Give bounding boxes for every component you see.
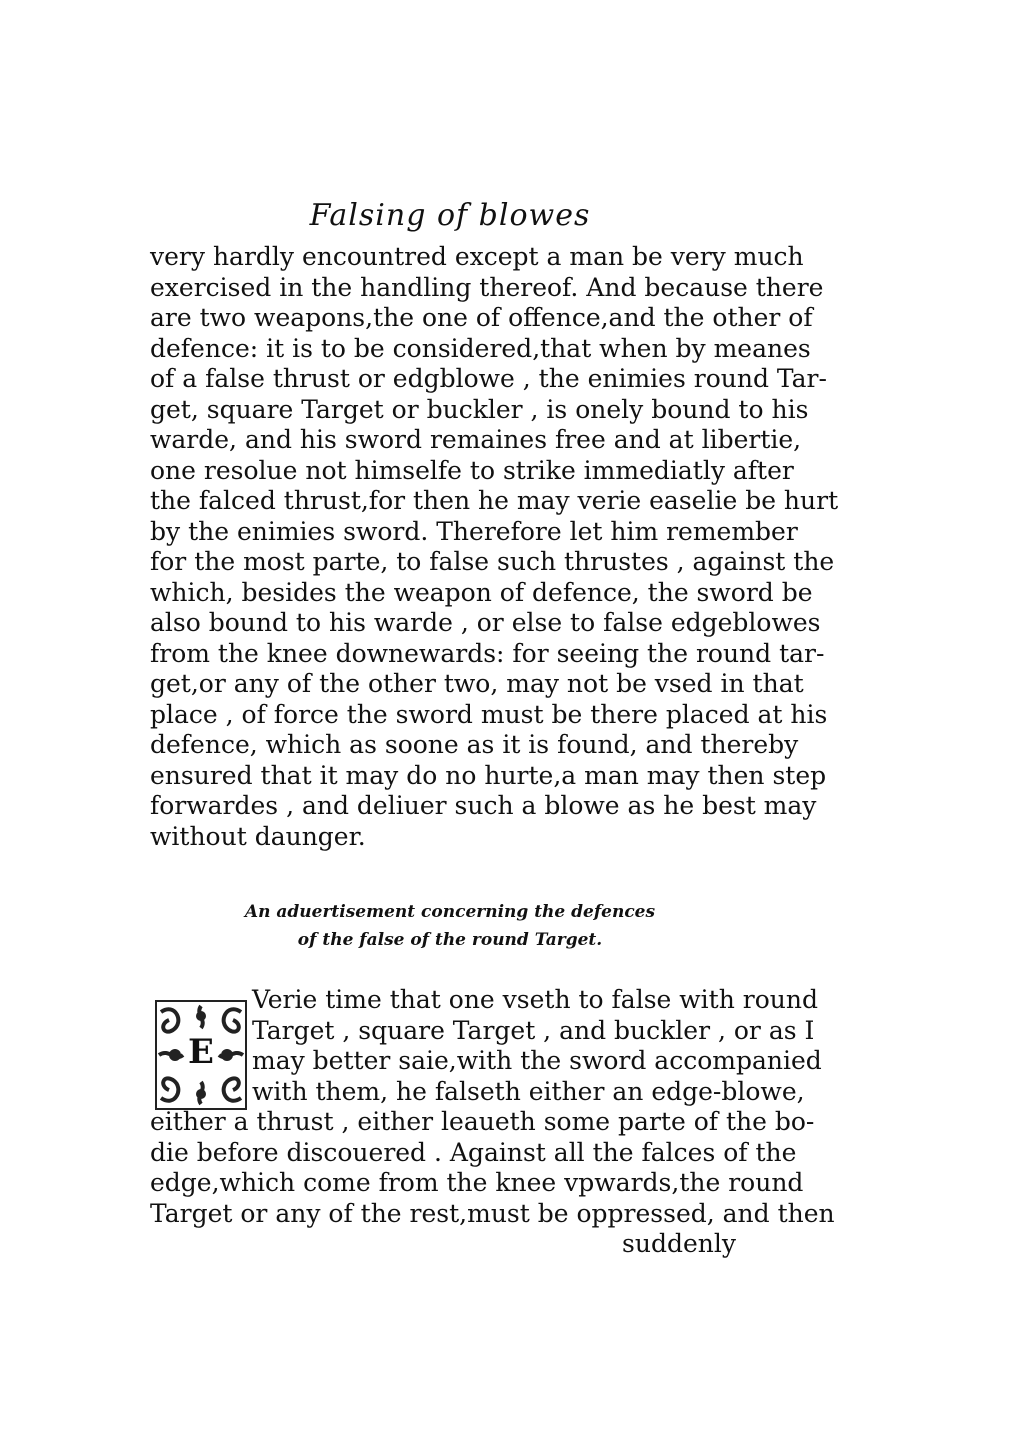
text-line: which, besides the weapon of defence, the sword be xyxy=(150,577,813,607)
text-line: either a thrust , either leaueth some parte of the bo- xyxy=(150,1107,815,1136)
text-line: the falced thrust,for then he may verie easelie be hurt xyxy=(150,486,839,515)
text-line: edge,which come from the knee vpwards,the round xyxy=(150,1168,804,1197)
text-line: very hardly encountred except a man be very much xyxy=(150,242,804,271)
text-line: without daunger. xyxy=(150,821,366,851)
paragraph-2 xyxy=(150,985,835,1259)
text-line: also bound to his warde , or else to false edgeblowes xyxy=(150,608,821,637)
section-heading-line: An aduertisement concerning the defences xyxy=(244,902,656,922)
text-line: are two weapons,the one of offence,and the other of xyxy=(150,303,813,332)
drop-cap-letter: E xyxy=(185,1034,217,1070)
text-line: defence: it is to be considered,that when by meanes xyxy=(150,333,811,363)
text-line: Target , square Target , and buckler , or as I xyxy=(252,1015,815,1045)
text-line: Target or any of the rest,must be oppressed, and then xyxy=(150,1198,835,1228)
text-line: may better saie,with the sword accompanied xyxy=(252,1046,822,1075)
section-heading xyxy=(150,898,750,954)
section-heading-line: of the false of the round Target. xyxy=(297,930,603,950)
text-line: from the knee downewards: for seeing the round tar- xyxy=(150,638,825,668)
text-line: warde, and his sword remaines free and at libertie, xyxy=(150,425,802,454)
text-line: forwardes , and deliuer such a blowe as he best may xyxy=(150,791,817,820)
catchword: suddenly xyxy=(622,1229,736,1258)
text-line: die before discouered . Against all the falces of the xyxy=(150,1137,797,1167)
text-line: Verie time that one vseth to false with round xyxy=(252,985,818,1014)
paragraph-1 xyxy=(150,242,839,852)
text-line: get,or any of the other two, may not be vsed in that xyxy=(150,669,804,698)
text-line: by the enimies sword. Therefore let him remember xyxy=(150,516,798,546)
text-line: of a false thrust or edgblowe , the enimies round Tar- xyxy=(150,364,827,393)
text-line: defence, which as soone as it is found, and thereby xyxy=(150,730,799,759)
text-line: one resolue not himselfe to strike immediatly after xyxy=(150,455,794,485)
running-head: Falsing of blowes xyxy=(309,198,591,233)
text-line: exercised in the handling thereof. And because there xyxy=(150,272,824,302)
text-line: ensured that it may do no hurte,a man may then step xyxy=(150,760,827,790)
text-line: with them, he falseth either an edge-blowe, xyxy=(252,1076,805,1106)
text-line: get, square Target or buckler , is onely bound to his xyxy=(150,394,809,424)
text-line: place , of force the sword must be there placed at his xyxy=(150,699,828,729)
text-line: for the most parte, to false such thrustes , against the xyxy=(150,547,835,576)
